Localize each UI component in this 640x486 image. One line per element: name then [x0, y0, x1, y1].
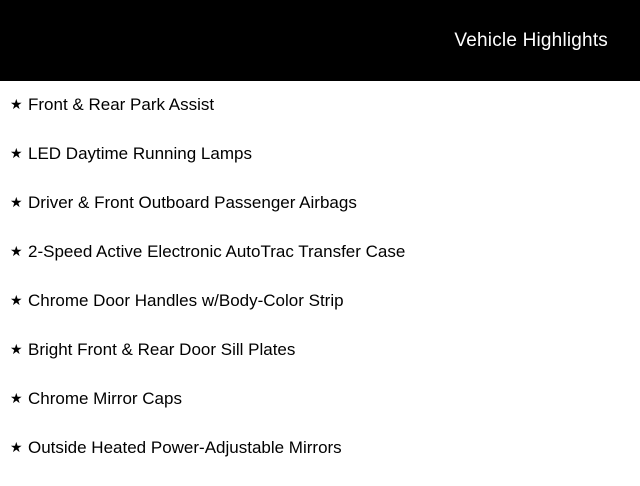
star-bullet-icon: ★ [10, 390, 23, 406]
list-item-label: LED Daytime Running Lamps [28, 144, 252, 163]
star-bullet-icon: ★ [10, 96, 23, 112]
list-item [0, 388, 640, 437]
list-item-label: Chrome Door Handles w/Body-Color Strip [28, 291, 344, 310]
list-item [0, 143, 640, 192]
star-bullet-icon: ★ [10, 145, 23, 161]
list-item [0, 94, 640, 143]
list-item [0, 290, 640, 339]
star-bullet-icon: ★ [10, 341, 23, 357]
page-header [0, 0, 640, 81]
star-bullet-icon: ★ [10, 292, 23, 308]
list-item [0, 241, 640, 290]
page-title: Vehicle Highlights [454, 30, 608, 51]
list-item-label: Bright Front & Rear Door Sill Plates [28, 340, 296, 359]
star-bullet-icon: ★ [10, 194, 23, 210]
list-item-label: Front & Rear Park Assist [28, 95, 215, 114]
list-item-label: 2-Speed Active Electronic AutoTrac Transfer Case [28, 242, 406, 261]
list-item [0, 339, 640, 388]
star-bullet-icon: ★ [10, 439, 23, 455]
list-item-label: Chrome Mirror Caps [28, 389, 182, 408]
highlights-list [0, 81, 640, 486]
list-item [0, 437, 640, 486]
list-item-label: Outside Heated Power-Adjustable Mirrors [28, 438, 342, 457]
star-bullet-icon: ★ [10, 243, 23, 259]
list-item [0, 192, 640, 241]
list-item-label: Driver & Front Outboard Passenger Airbags [28, 193, 357, 212]
